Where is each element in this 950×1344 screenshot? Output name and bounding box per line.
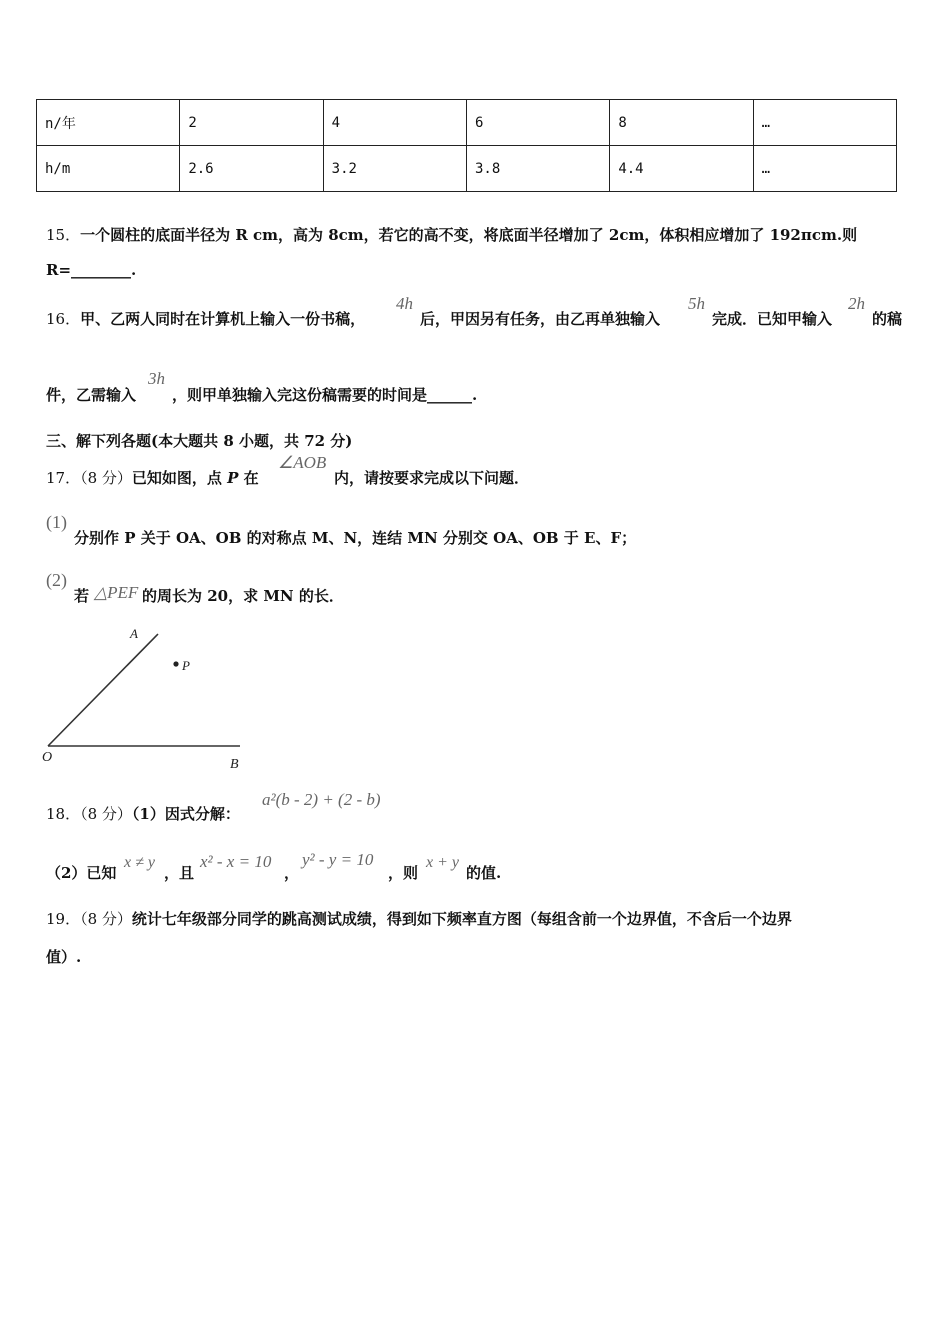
table-cell: 3.8: [466, 146, 609, 192]
table-cell: …: [753, 146, 896, 192]
ray-oa: [48, 634, 158, 746]
question-text: 值）.: [46, 948, 82, 966]
table-cell: 2: [180, 100, 323, 146]
question-text: 已知如图，点: [131, 469, 228, 487]
point-p-dot: [173, 661, 178, 666]
question-15: [46, 224, 857, 245]
angle-aob-figure: [36, 620, 256, 775]
section-heading: 三、解下列各题(本大题共 8 小题，共 72 分): [46, 432, 353, 450]
math-target: x + y: [426, 854, 459, 871]
question-number: 16．: [46, 310, 81, 328]
math-equation-2: y² - y = 10: [302, 850, 374, 869]
label-p: P: [182, 658, 190, 673]
question-17: [46, 467, 259, 488]
math-condition: x ≠ y: [124, 854, 155, 871]
question-text: 甲、乙两人同时在计算机上输入一份书稿，: [80, 310, 366, 328]
question-text: 分别作 P 关于 OA、OB 的对称点 M、N，连结 MN 分别交 OA、OB 于 E、F；: [74, 529, 637, 547]
table-cell: n/年: [37, 100, 180, 146]
question-16: [46, 308, 365, 329]
question-number: 18．（8 分）: [46, 805, 132, 823]
question-text: ，则甲单独输入完这份稿需要的时间是______.: [172, 386, 478, 404]
table-cell: 6: [466, 100, 609, 146]
question-text: 统计七年级部分同学的跳高测试成绩，得到如下频率直方图（每组含前一个边界值，不含后一个边界: [131, 910, 792, 928]
label-a: A: [130, 626, 138, 641]
math-2h: 2h: [848, 294, 865, 313]
question-text: 的值.: [466, 864, 502, 882]
table-cell: 8: [610, 100, 753, 146]
table-cell: 3.2: [323, 146, 466, 192]
table-cell: 4: [323, 100, 466, 146]
question-text: ，则: [388, 864, 419, 882]
math-triangle-pef: △PEF: [94, 583, 139, 602]
math-4h: 4h: [396, 294, 413, 313]
question-text: （1）因式分解：: [131, 805, 240, 823]
question-number: 15．: [46, 226, 81, 244]
point-p: P: [227, 469, 239, 487]
question-text: 在: [238, 469, 259, 487]
math-equation-1: x² - x = 10: [200, 852, 272, 871]
math-expr: a²(b - 2) + (2 - b): [262, 790, 381, 809]
part-label: (1): [46, 512, 67, 532]
question-number: 19．（8 分）: [46, 910, 132, 928]
table-cell: …: [753, 100, 896, 146]
data-table: [36, 99, 897, 192]
math-angle-aob: ∠AOB: [278, 453, 327, 472]
question-text: 一个圆柱的底面半径为 R cm，高为 8cm，若它的高不变，将底面半径增加了 2cm，体积相应增加了 192πcm.则: [80, 226, 858, 244]
part-label: (2): [46, 570, 67, 590]
question-18: [46, 803, 240, 824]
question-text: ，: [284, 864, 300, 882]
question-text: 后，甲因另有任务，由乙再单独输入: [420, 310, 661, 328]
table-cell: 2.6: [180, 146, 323, 192]
question-text: （2）已知: [46, 864, 117, 882]
question-text: 的周长为 20，求 MN 的长．: [142, 587, 344, 605]
table-row: [37, 146, 897, 192]
question-text: 内，请按要求完成以下问题．: [334, 469, 530, 487]
question-text: 的稿: [872, 310, 903, 328]
label-o: O: [42, 750, 53, 765]
question-text: 若: [74, 587, 90, 605]
question-number: 17．（8 分）: [46, 469, 132, 487]
math-5h: 5h: [688, 294, 705, 313]
table-row: [37, 100, 897, 146]
question-15-answer-line: R=________.: [46, 261, 137, 279]
label-b: B: [230, 757, 239, 772]
table-cell: h/m: [37, 146, 180, 192]
question-text: ，且: [164, 864, 195, 882]
table-cell: 4.4: [610, 146, 753, 192]
question-text: 件，乙需输入: [46, 386, 137, 404]
math-3h: 3h: [148, 369, 165, 388]
question-19: [46, 908, 792, 929]
question-text: 完成．已知甲输入: [712, 310, 833, 328]
